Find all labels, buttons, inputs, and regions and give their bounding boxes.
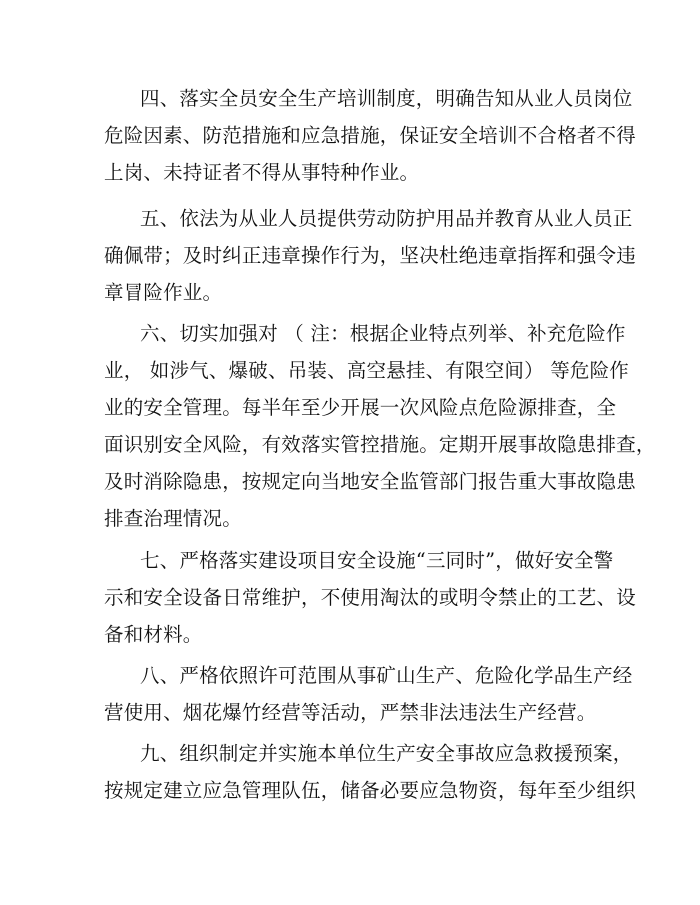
paragraph-line: 八、严格依照许可范围从事矿山生产、危险化学品生产经 (140, 664, 633, 687)
paragraph-line: 营使用、烟花爆竹经营等活动，严禁非法违法生产经营。 (104, 701, 597, 724)
paragraph-line: 六、切实加强对 （ 注：根据企业特点列举、补充危险作 (140, 322, 626, 345)
paragraph-line: 九、组织制定并实施本单位生产安全事故应急救援预案， (140, 742, 633, 765)
paragraph-line: 面识别安全风险，有效落实管控措施。定期开展事故隐患排查， (104, 433, 656, 456)
paragraph-line: 七、严格落实建设项目安全设施“三同时”，做好安全警 (140, 549, 614, 572)
paragraph-line: 示和安全设备日常维护，不使用淘汰的或明令禁止的工艺、设 (104, 586, 636, 609)
paragraph-line: 及时消除隐患，按规定向当地安全监管部门报告重大事故隐患 (104, 470, 636, 493)
paragraph-line: 业的安全管理。每半年至少开展一次风险点危险源排查，全 (104, 396, 617, 419)
paragraph-line: 危险因素、防范措施和应急措施，保证安全培训不合格者不得 (104, 124, 636, 147)
paragraph-line: 四、落实全员安全生产培训制度，明确告知从业人员岗位 (140, 87, 633, 110)
paragraph-line: 业， 如涉气、爆破、吊装、高空悬挂、有限空间） 等危险作 (104, 359, 629, 382)
paragraph-line: 章冒险作业。 (104, 281, 223, 304)
paragraph-line: 按规定建立应急管理队伍，储备必要应急物资，每年至少组织 (104, 779, 636, 802)
paragraph-line: 排查治理情况。 (104, 507, 242, 530)
paragraph-line: 上岗、未持证者不得从事特种作业。 (104, 161, 420, 184)
paragraph-line: 五、依法为从业人员提供劳动防护用品并教育从业人员正 (140, 207, 633, 230)
paragraph-line: 确佩带；及时纠正违章操作行为，坚决杜绝违章指挥和强令违 (104, 244, 636, 267)
paragraph-line: 备和材料。 (104, 623, 203, 646)
